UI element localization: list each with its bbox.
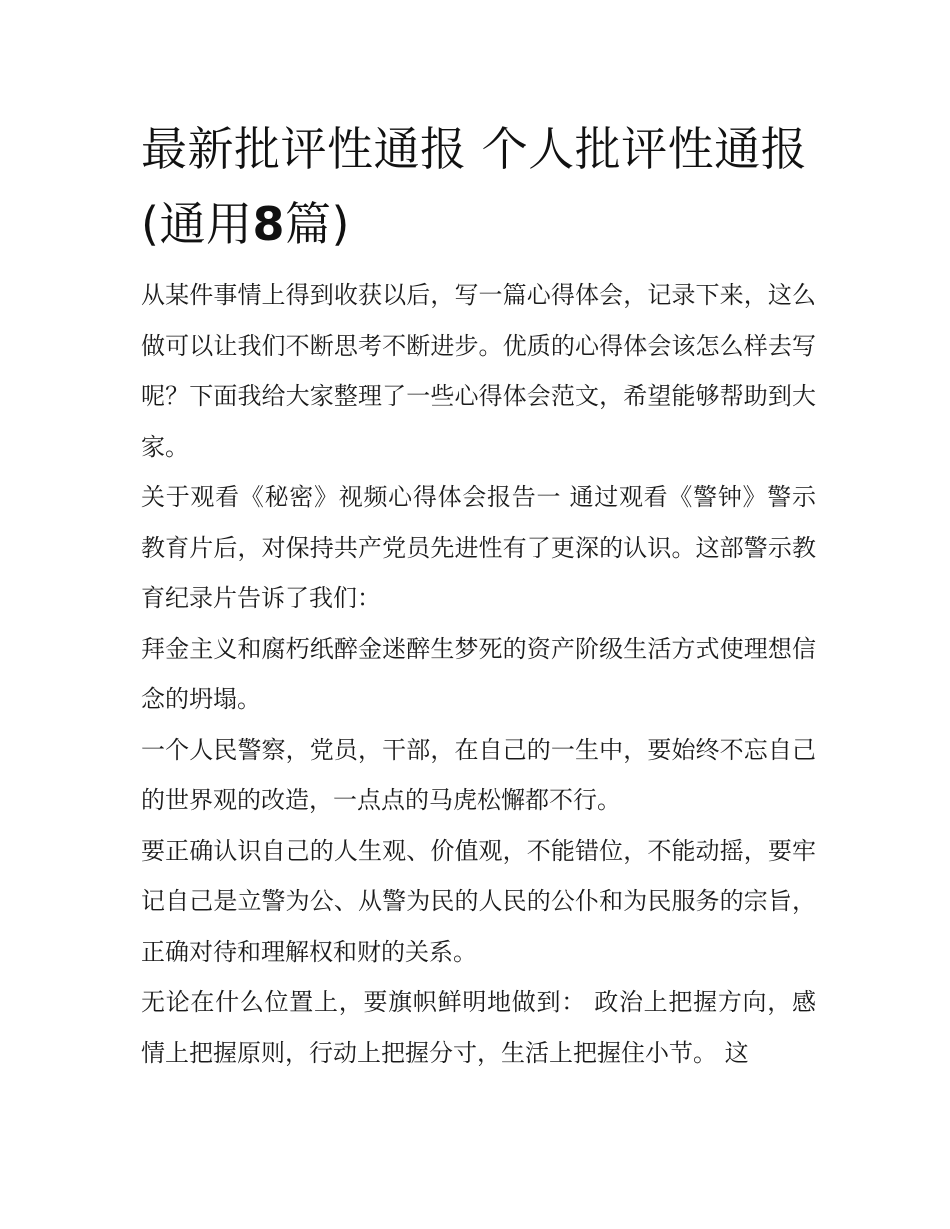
document-title: 最新批评性通报 个人批评性通报(通用8篇) [141,122,808,251]
paragraph-worship-money: 拜金主义和腐朽纸醉金迷醉生梦死的资产阶级生活方式使理想信念的坍塌。 [141,634,816,713]
paragraph-values: 要正确认识自己的人生观、价值观，不能错位，不能动摇，要牢记自己是立警为公、从警为民的人民的公仆和为民服务的宗旨，正确对待和理解权和财的关系。 [141,836,816,966]
title-number: 8 [252,197,285,251]
paragraph-report-heading: 关于观看《秘密》视频心得体会报告一 通过观看《警钟》警示教育片后，对保持共产党员先进性有了更深的认识。这部警示教育纪录片告诉了我们： [141,483,816,612]
document-body [141,270,816,1078]
paragraph-principles: 无论在什么位置上，要旗帜鲜明地做到： 政治上把握方向，感情上把握原则，行动上把握分寸，生活上把握住小节。 这 [141,988,816,1067]
paragraph-police-worldview: 一个人民警察，党员，干部，在自己的一生中，要始终不忘自己的世界观的改造，一点点的马虎松懈都不行。 [141,735,816,814]
document-content [141,112,816,1078]
paragraph-intro: 从某件事情上得到收获以后，写一篇心得体会，记录下来，这么做可以让我们不断思考不断进步。优质的心得体会该怎么样去写呢？下面我给大家整理了一些心得体会范文，希望能够帮助到大家。 [141,281,816,461]
